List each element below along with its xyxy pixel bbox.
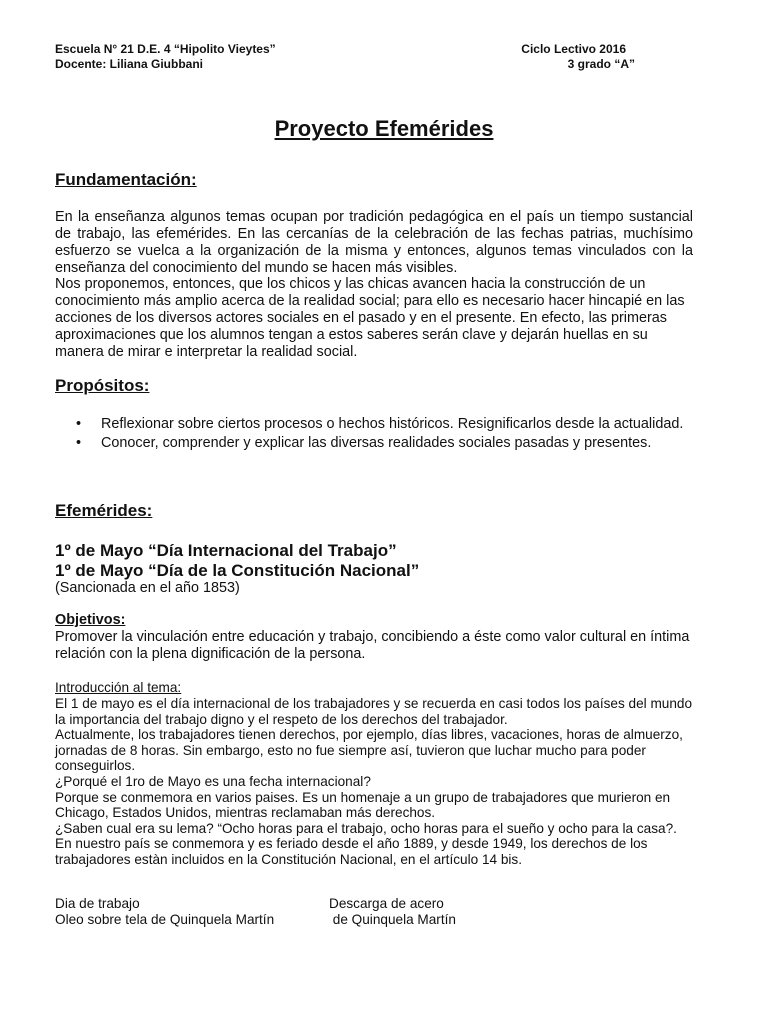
page-title: Proyecto Efemérides xyxy=(274,116,494,141)
intro-paragraph: El 1 de mayo es el día internacional de los trabajadores y se recuerda en casi todos los países del mundo la importancia del trabajo digno y el respeto de los derechos del trabajador. xyxy=(55,696,693,727)
caption-dia-de-trabajo: Dia de trabajo Oleo sobre tela de Quinquela Martín xyxy=(55,896,275,927)
intro-paragraph: Porque se conmemora en varios paises. Es un homenaje a un grupo de trabajadores que murieron en Chicago, Estados Unidos, mientras reclamaban más derechos. xyxy=(55,789,671,821)
grade: 3 grado “A” xyxy=(567,57,635,71)
intro-paragraph: ¿Saben cual era su lema? “Ocho horas para el trabajo, ocho horas para el sueño y ocho para la casa?. xyxy=(55,820,677,836)
efemerides-heading: Efemérides: xyxy=(55,501,153,520)
document-header xyxy=(55,42,635,72)
intro-paragraph: ¿Porqué el 1ro de Mayo es una fecha internacional? xyxy=(55,773,371,789)
propositos-list xyxy=(55,416,705,454)
intro-paragraph: En nuestro país se conmemora y es feriado desde el año 1889, y desde 1949, los derechos de los trabajadores estàn incluidos en la Constitución Nacional, en el artículo 14 bis. xyxy=(55,836,648,867)
bullet-icon: • xyxy=(76,434,82,451)
intro-paragraph: Actualmente, los trabajadores tienen derechos, por ejemplo, días libres, vacaciones, horas de almuerzo, jornadas de 8 horas. Sin embargo, esto no fue siempre así, tuvieron que luchar mucho para poder conseguirlos. xyxy=(55,727,683,774)
efemeride-note: (Sancionada en el año 1853) xyxy=(55,580,240,596)
propositos-heading: Propósitos: xyxy=(55,376,150,395)
efemeride-trabajo: 1º de Mayo “Día Internacional del Trabajo” xyxy=(55,541,397,560)
introduccion-heading: Introducción al tema: xyxy=(55,680,182,695)
objetivos-heading: Objetivos: xyxy=(55,612,126,628)
caption-descarga-de-acero: Descarga de acero de Quinquela Martín xyxy=(329,896,456,927)
list-item: • Conocer, comprender y explicar las diversas realidades sociales pasadas y presentes. xyxy=(76,434,652,451)
teacher-name: Docente: Liliana Giubbani xyxy=(55,57,204,71)
fundamentacion-heading: Fundamentación: xyxy=(55,170,197,189)
list-item: • Reflexionar sobre ciertos procesos o hechos históricos. Resignificarlos desde la actualidad. xyxy=(76,416,684,432)
fundamentacion-paragraph-2: Nos proponemos, entonces, que los chicos y las chicas avancen hacia la construcción de un conocimiento más amplio acerca de la realidad social; para ello es necesario hacer hincapié en las acciones de los diversos actores sociales en el pasado y en el presente. En efecto, las primeras aproximaciones que los alumnos tengan a estos saberes serán clave y dejarán huellas en su manera de mirar e interpretar la realidad social. xyxy=(55,276,685,360)
efemeride-constitucion: 1º de Mayo “Día de la Constitución Nacional” xyxy=(55,561,420,580)
school-year: Ciclo Lectivo 2016 xyxy=(521,42,626,56)
objetivos-text: Promover la vinculación entre educación y trabajo, concibiendo a éste como valor cultural en íntima relación con la plena dignificación de la persona. xyxy=(55,629,690,662)
fundamentacion-paragraph-1: En la enseñanza algunos temas ocupan por tradición pedagógica en el país un tiempo sustancial de trabajo, las efemérides. En las cercanías de la celebración de las fechas patrias, muchísimo esfuerzo se vuelca a la organización de la misma y entonces, algunos temas vinculados con la enseñanza del conocimiento del mundo se hacen más visibles. xyxy=(55,209,693,276)
school-name: Escuela N° 21 D.E. 4 “Hipolito Vieytes” xyxy=(55,42,276,56)
bullet-icon: • xyxy=(76,416,82,432)
introduccion-text xyxy=(55,696,695,868)
